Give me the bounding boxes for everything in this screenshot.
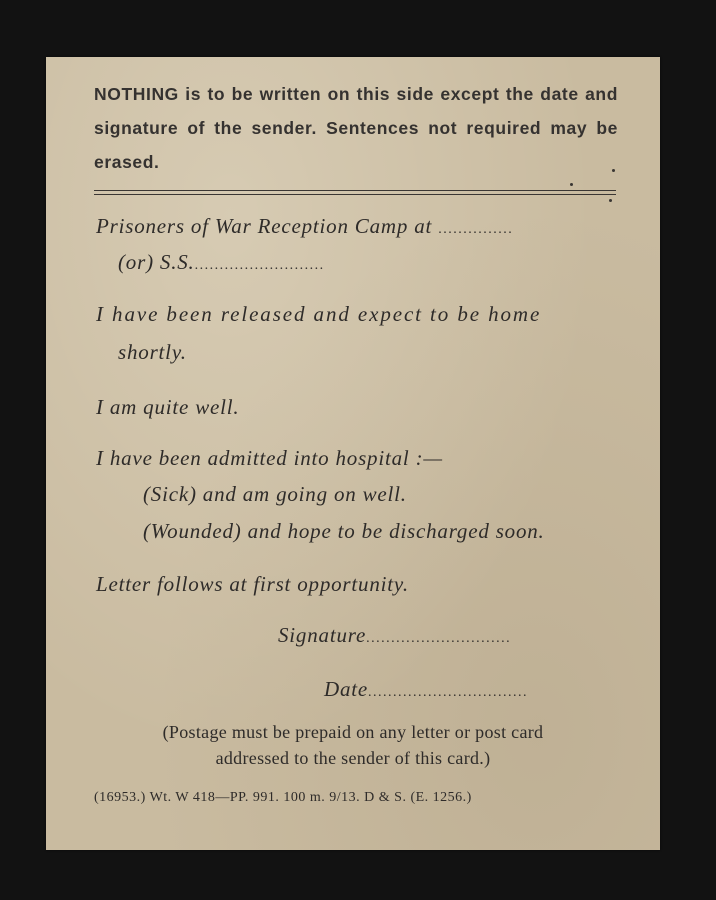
print-code: (16953.) Wt. W 418—PP. 991. 100 m. 9/13. D & S. (E. 1256.) xyxy=(94,790,472,805)
postcard xyxy=(46,57,660,850)
wounded-line: (Wounded) and hope to be discharged soon. xyxy=(143,519,545,543)
released-line-cont: shortly. xyxy=(118,340,187,364)
double-rule-bottom xyxy=(94,194,616,195)
ss-line xyxy=(118,250,325,275)
released-line: I have been released and expect to be home xyxy=(96,302,542,326)
date-label: Date xyxy=(324,677,369,701)
camp-line xyxy=(96,214,513,239)
instruction-header: NOTHING is to be written on this side except the date and signature of the sender. Sentences not required may be erased. xyxy=(94,84,618,172)
signature-dots: ............................. xyxy=(366,631,512,646)
hospital-line: I have been admitted into hospital :— xyxy=(96,446,443,470)
signature-label: Signature xyxy=(278,623,367,647)
camp-label: Prisoners of War Reception Camp at xyxy=(96,214,433,238)
ink-speck xyxy=(570,183,573,186)
camp-dots: ............... xyxy=(438,222,514,237)
sick-line: (Sick) and am going on well. xyxy=(143,482,407,506)
double-rule-top xyxy=(94,190,616,191)
signature-line xyxy=(278,623,511,648)
well-line: I am quite well. xyxy=(96,395,240,419)
ss-label: (or) S.S. xyxy=(118,250,195,274)
ss-dots: .......................... xyxy=(194,258,325,273)
ink-speck xyxy=(612,169,615,172)
date-dots: ................................ xyxy=(368,685,529,700)
postage-note-line-2: addressed to the sender of this card.) xyxy=(215,748,491,768)
postage-note-line-1: (Postage must be prepaid on any letter or post card xyxy=(162,722,544,742)
date-line xyxy=(324,677,528,702)
ink-speck xyxy=(609,199,612,202)
postage-note xyxy=(86,719,620,771)
letter-follows-line: Letter follows at first opportunity. xyxy=(96,572,409,596)
